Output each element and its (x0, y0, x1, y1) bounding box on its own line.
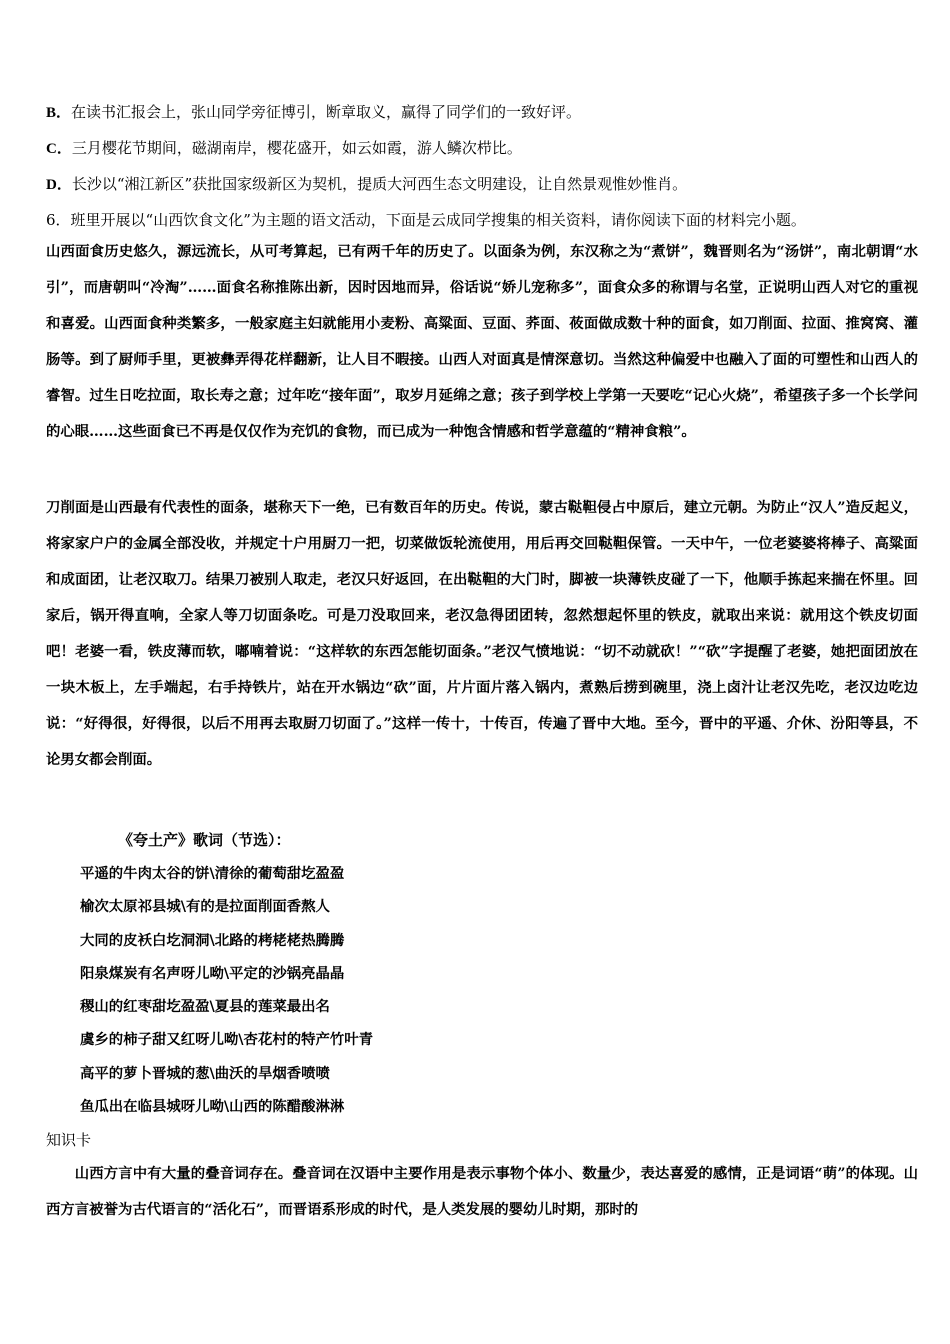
material-paragraph-1: 山西面食历史悠久，源远流长，从可考算起，已有两千年的历史了。以面条为例，东汉称之为“煮饼”，魏晋则名为“汤饼”，南北朝谓“水引”，而唐朝叫“冷淘”……面食名称推陈出新，因时因地而异，俗话说“娇儿宠称多”，面食众多的称谓与名堂，正说明山西人对它的重视和喜爱。山西面食种类繁多，一般家庭主妇就能用小麦粉、高粱面、豆面、荞面、莜面做成数十种的面食，如刀削面、拉面、推窝窝、灌肠等。到了厨师手里，更被彝弄得花样翻新，让人目不暇接。山西人对面真是情深意切。当然这种偏爱中也融入了面的可塑性和山西人的睿智。过生日吃拉面，取长寿之意；过年吃“接年面”，取岁月延绵之意；孩子到学校上学第一天要吃“记心火烧”，希望孩子多一个长学问的心眼……这些面食已不再是仅仅作为充饥的食物，而已成为一种饱含情感和哲学意蕴的“精神食粮”。 (46, 243, 918, 440)
lyrics-list (80, 862, 373, 1128)
option-b-text: 在读书汇报会上，张山同学旁征博引，断章取义，赢得了同学们的一致好评。 (71, 103, 582, 121)
knowledge-card-label: 知识卡 (46, 1131, 92, 1149)
material-paragraph-2: 刀削面是山西最有代表性的面条，堪称天下一绝，已有数百年的历史。传说，蒙古鞑靼侵占中原后，建立元朝。为防止“汉人”造反起义，将家家户户的金属全部没收，并规定十户用厨刀一把，切菜做饭轮流使用，用后再交回鞑靼保管。一天中午，一位老婆婆将棒子、高粱面和成面团，让老汉取刀。结果刀被别人取走，老汉只好返回，在出鞑靼的大门时，脚被一块薄铁皮碰了一下，他顺手拣起来揣在怀里。回家后，锅开得直响，全家人等刀切面条吃。可是刀没取回来，老汉急得团团转，忽然想起怀里的铁皮，就取出来说：就用这个铁皮切面吧！老婆一看，铁皮薄而软，嘟喃着说：“这样软的东西怎能切面条。”老汉气愤地说：“切不动就砍！”“砍”字提醒了老婆，她把面团放在一块木板上，左手端起，右手持铁片，站在开水锅边“砍”面，片片面片落入锅内，煮熟后捞到碗里，浇上卤汁让老汉先吃，老汉边吃边说：“好得很，好得很，以后不用再去取厨刀切面了。”这样一传十，十传百，传遍了晋中大地。至今，晋中的平遥、介休、汾阳等县，不论男女都会削面。 (46, 499, 919, 768)
option-c-text: 三月樱花节期间，磁湖南岸，樱花盛开，如云如霞，游人鳞次栉比。 (71, 139, 522, 157)
lyric-line: 阳泉煤炭有名声呀儿呦\平定的沙锅亮晶晶 (80, 964, 345, 982)
option-b (46, 102, 926, 123)
option-c-letter: C． (46, 141, 72, 157)
option-b-letter: B． (46, 105, 72, 121)
knowledge-card-text: 山西方言中有大量的叠音词存在。叠音词在汉语中主要作用是表示事物个体小、数量少，表达喜爱的感情，正是词语“萌”的体现。山西方言被誉为古代语言的“活化石”，而晋语系形成的时代，是人类发展的婴幼儿时期，那时的 (46, 1165, 918, 1218)
option-d-text: 长沙以“湘江新区”获批国家级新区为契机，提质大河西生态文明建设，让自然景观惟妙惟肖。 (71, 175, 688, 193)
lyric-line: 稷山的红枣甜圪盈盈\夏县的莲菜最出名 (80, 998, 330, 1016)
option-c (46, 138, 926, 159)
lyric-line: 大同的皮袄白圪洞洞\北路的栲栳栳热腾腾 (80, 931, 345, 949)
option-d-letter: D． (46, 177, 72, 193)
lyric-line: 虞乡的柿子甜又红呀儿呦\杏花村的特产竹叶青 (80, 1031, 374, 1049)
question-6-title: 6．班里开展以“山西饮食文化”为主题的语文活动，下面是云成同学搜集的相关资料，请你阅读下面的材料完小题。 (46, 211, 806, 229)
lyric-line: 榆次太原祁县城\有的是拉面削面香熬人 (80, 898, 330, 916)
option-d (46, 174, 926, 195)
lyric-line: 平遥的牛肉太谷的饼\清徐的葡萄甜圪盈盈 (80, 865, 345, 882)
lyric-line: 高平的萝卜晋城的葱\曲沃的旱烟香喷喷 (80, 1064, 330, 1082)
lyric-line: 鱼瓜出在临县城呀儿呦\山西的陈醋酸淋淋 (80, 1098, 345, 1116)
lyrics-title: 《夸土产》歌词（节选）： (118, 831, 291, 849)
